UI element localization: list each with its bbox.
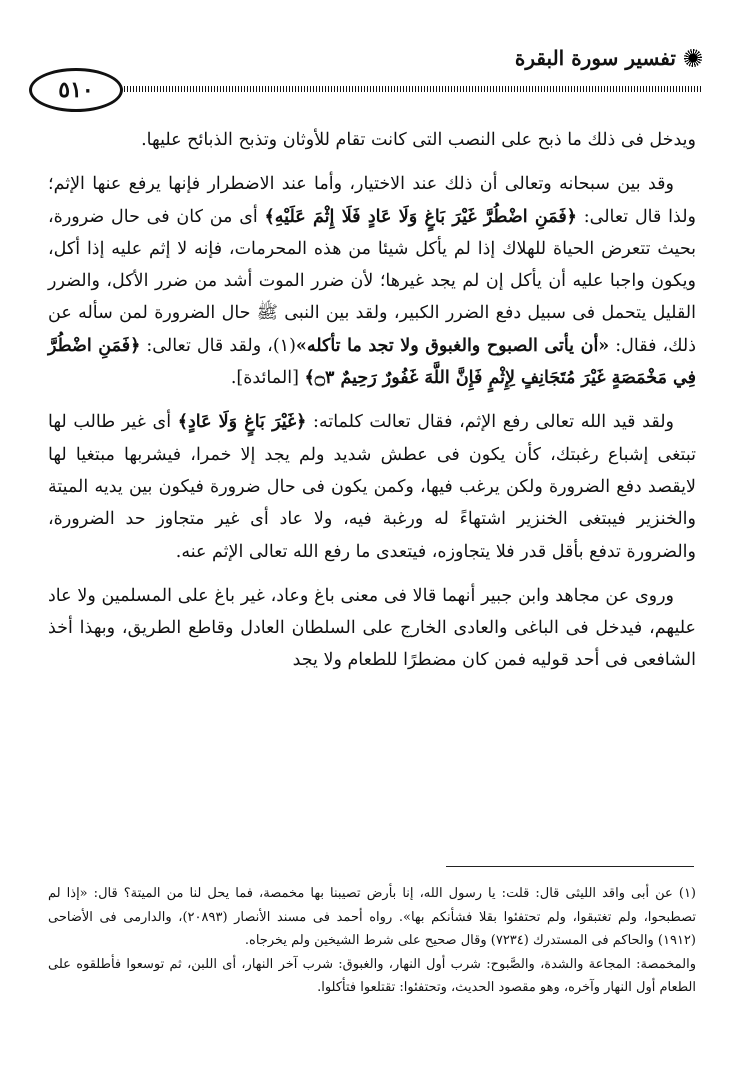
paragraph-1: ويدخل فى ذلك ما ذبح على النصب التى كانت تقام للأوثان وتذبح الذبائح عليها. xyxy=(141,130,696,150)
footnote-rule xyxy=(446,866,694,867)
hadith-quote: «أن يأتى الصبوح والغبوق ولا تجد ما تأكله» xyxy=(295,335,610,356)
running-title xyxy=(515,46,702,70)
paragraph-2-part-a: وقد بين سبحانه وتعالى أن ذلك عند الاختيار، وأما عند الاضطرار فإنها يرفع عنها الإثم؛ ولذا قال تعالى: xyxy=(48,174,696,227)
footnotes xyxy=(48,882,696,1000)
ornament-icon xyxy=(684,49,702,67)
page-header xyxy=(58,40,702,103)
paragraph-2 xyxy=(48,168,696,394)
footnote-2: والمخمصة: المجاعة والشدة، والصَّبوح: شرب أول النهار، والغبوق: شرب آخر النهار، أى اللبن، ثم توسعوا فأطلقوه على الطعام أول النهار وآخره، وهو مقصود الحديث، وتحتفئوا: تقتلعوا فتأكلوا. xyxy=(48,956,696,995)
main-text xyxy=(48,124,696,677)
running-title-text: تفسير سورة البقرة xyxy=(514,46,676,70)
paragraph-3-part-b: أى غير طالب لها تبتغى إشباع رغبتك، كأن يكون فى عطش شديد ولم يجد إلا خمرا، فيشربها مبتغيا لها لايقصد دفع الضرورة ولكن يرغب فيها، وكمن يكون فى حال ضرورة فيكون بين يديه الميتة والخنزير فيبتغى الخنزير اشتهاءً له ورغبة فيه، ولا عاد أى غير متجاوز حد الضرورة، والضرورة تدفع بأقل قدر فلا يتجاوزه، فيتعدى ما رفع الله تعالى الإثم عنه. xyxy=(48,412,696,562)
header-rule xyxy=(85,86,702,92)
paragraph-2-part-c: (١)، ولقد قال تعالى: xyxy=(140,335,296,356)
paragraph-2-part-b: أى من كان فى حال ضرورة، بحيث تتعرض الحياة للهلاك إذا لم يأكل شيئا من هذه المحرمات، فإنه لا إثم عليه إذا أكل، ويكون واجبا عليه أن يأكل إن لم يجد غيرها؛ لأن ضرر الموت أشد من ضرر الأكل، والضرر القليل يتحمل فى سبيل دفع الضرر الكبير، ولقد بين النبى ﷺ حال الضرورة لمن سأله عن ذلك، فقال: xyxy=(48,206,696,356)
paragraph-3 xyxy=(48,406,696,567)
quran-verse-3: ﴿غَيْرَ بَاغٍ وَلَا عَادٍ﴾ xyxy=(177,412,307,433)
page-number: ٥١٠ xyxy=(29,68,123,112)
paragraph-3-part-a: ولقد قيد الله تعالى رفع الإثم، فقال تعالت كلماته: xyxy=(306,412,674,433)
quran-verse-1: ﴿فَمَنِ اضْطُرَّ غَيْرَ بَاغٍ وَلَا عَادٍ فَلَا إِثْمَ عَلَيْهِ﴾ xyxy=(264,206,577,227)
paragraph-2-part-d: [المائدة]. xyxy=(230,368,305,389)
quran-verse-2: ﴿فَمَنِ اضْطُرَّ فِي مَخْمَصَةٍ غَيْرَ مُتَجَانِفٍ لِإِثْمٍ فَإِنَّ اللَّهَ غَفُورٌ رَحِيمٌ ۝٣﴾ xyxy=(48,335,696,389)
paragraph-4: وروى عن مجاهد وابن جبير أنهما قالا فى معنى باغ وعاد، غير باغ على المسلمين ولا عاد عليهم، فيدخل فى الباغى والعادى الخارج على السلطان العادل وقاطع الطريق، وبهذا أخذ الشافعى فى أحد قوليه فمن كان مضطرًا للطعام ولا يجد xyxy=(48,585,696,671)
footnote-1: (١) عن أبى واقد الليثى قال: قلت: يا رسول الله، إنا بأرض تصيبنا بها مخمصة، فما يحل لنا من الميتة؟ قال: «إذا لم تصطبحوا، ولم تغتبقوا، ولم تحتفئوا بقلا فشأنكم بها». رواه أحمد فى مسند الأنصار (٢٠٨٩٣)، والدارمى فى الأضاحى (١٩١٢) والحاكم فى المستدرك (٧٢٣٤) وقال صحيح على شرط الشيخين ولم يخرجاه. xyxy=(48,886,696,948)
